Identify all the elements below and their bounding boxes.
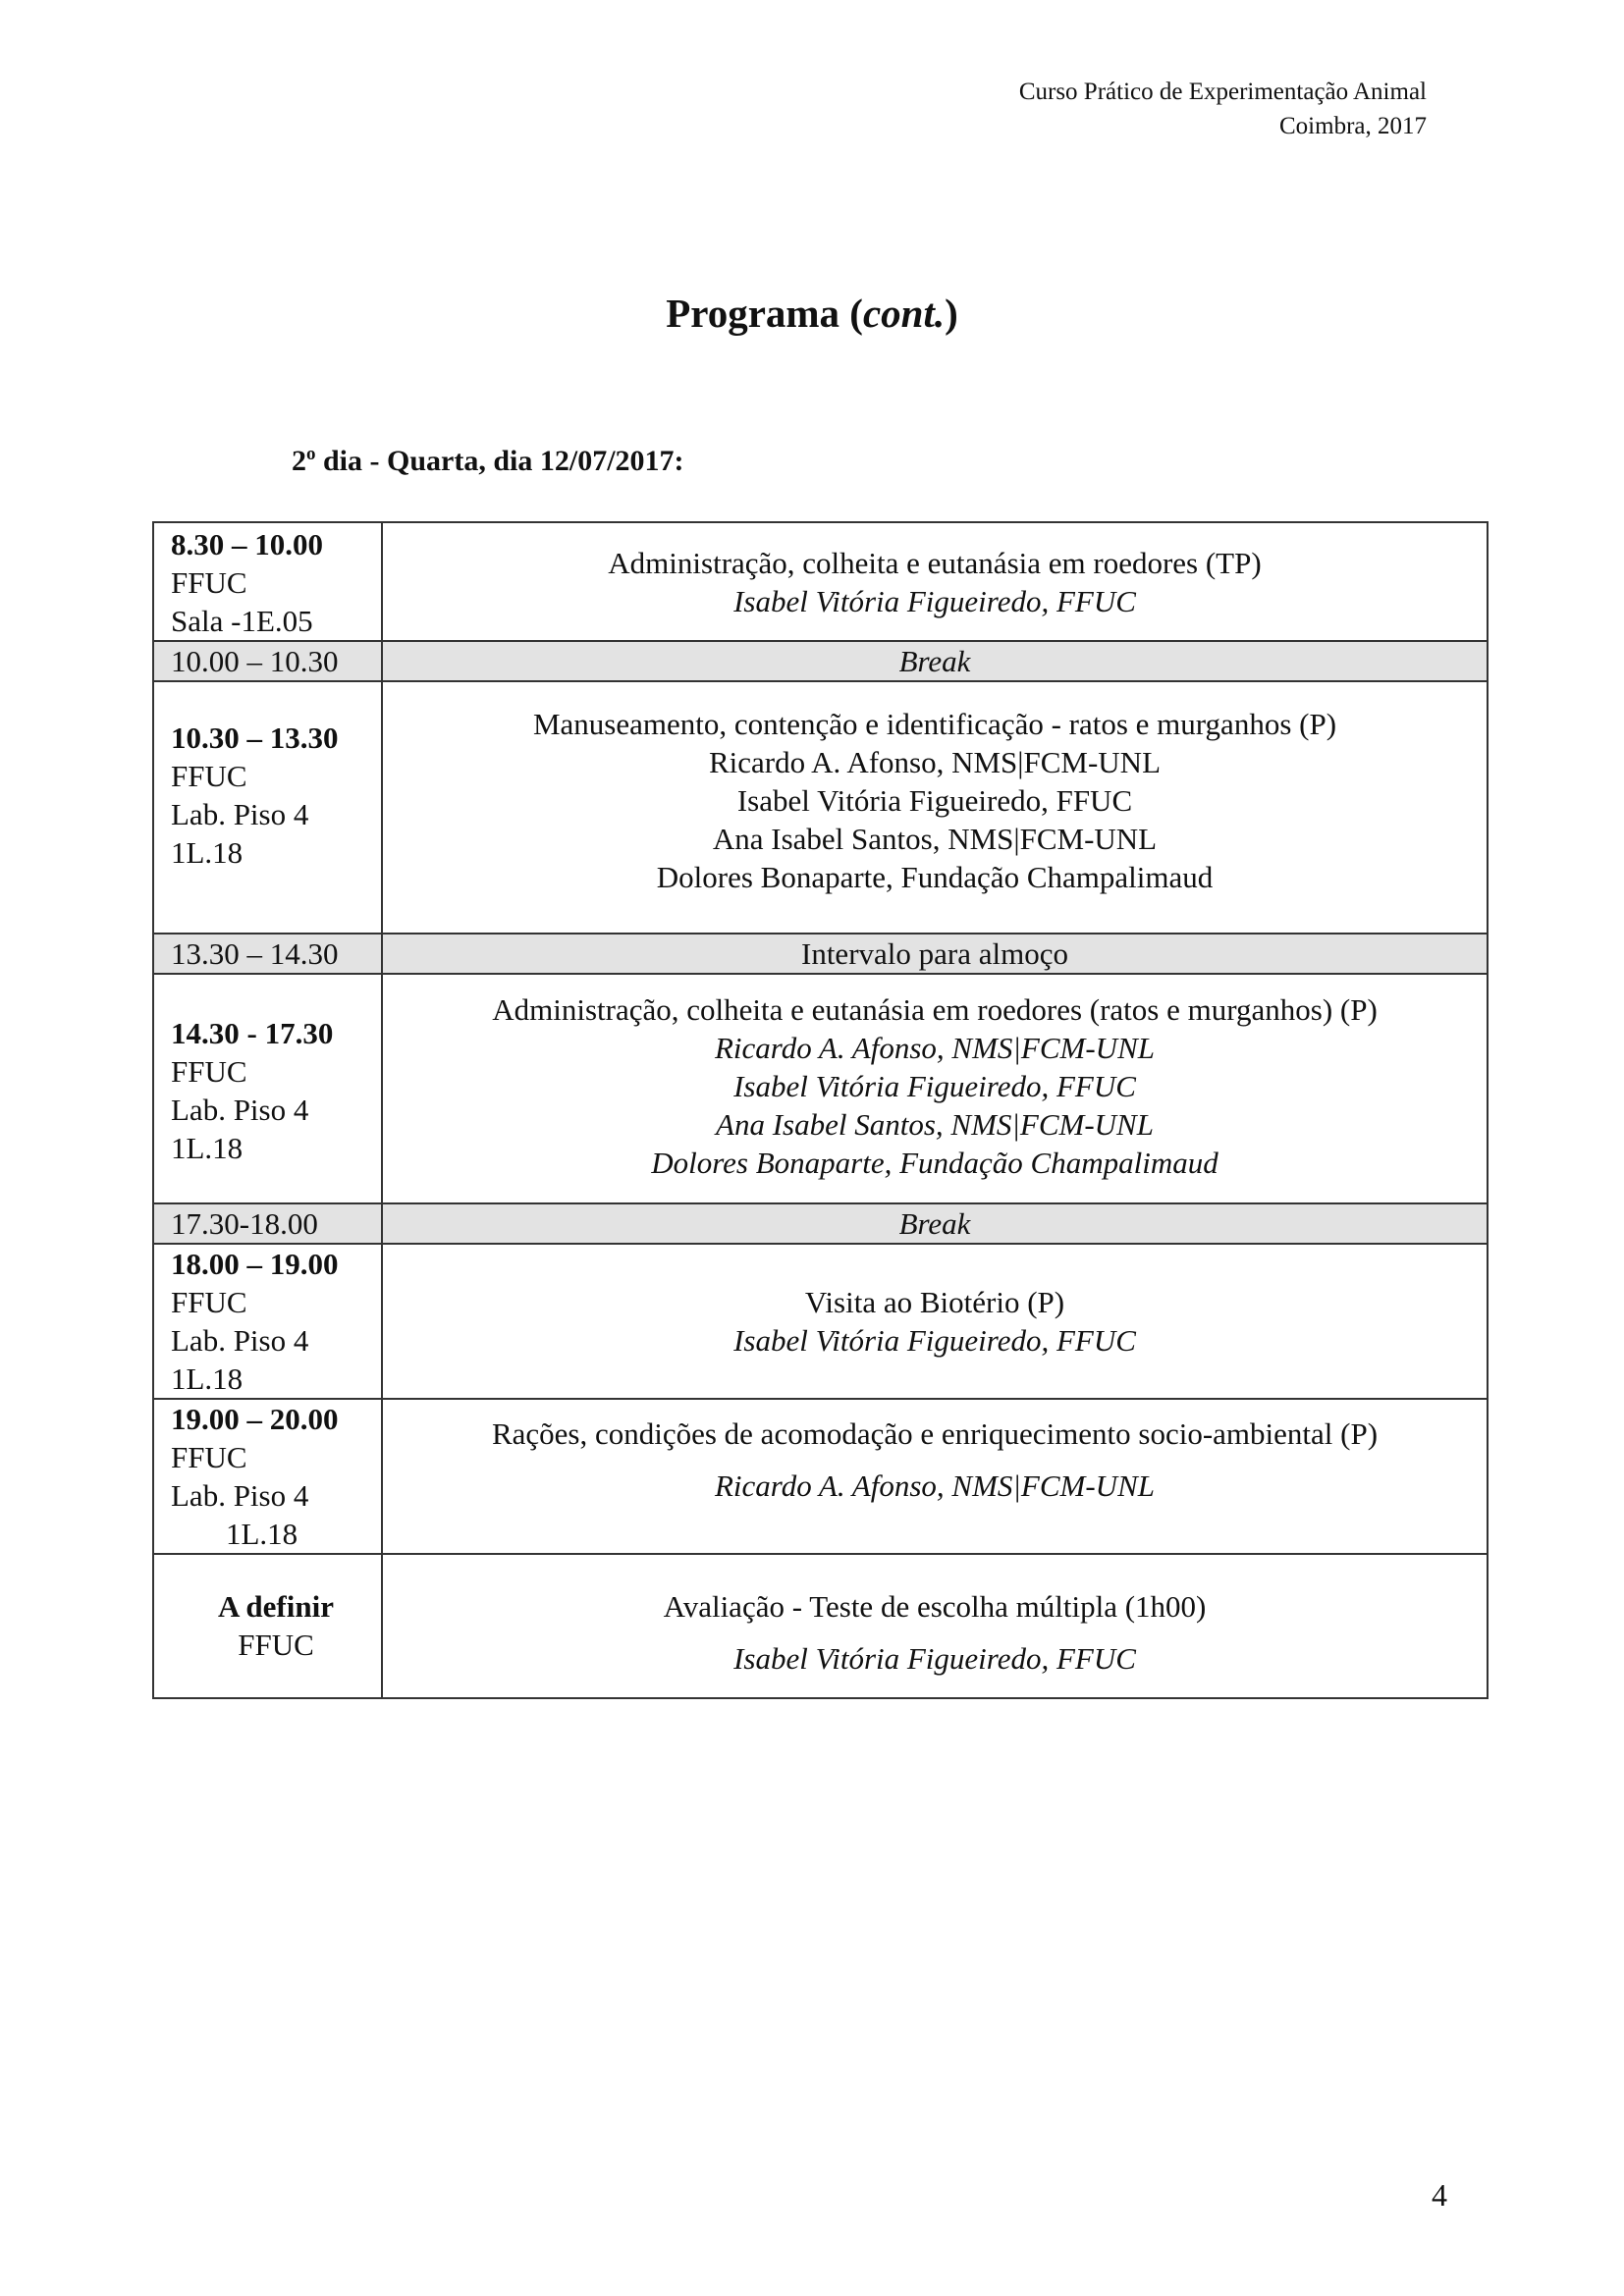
schedule-row: [153, 681, 1488, 934]
schedule-row-break: [153, 641, 1488, 681]
session-room: Lab. Piso 4: [171, 797, 309, 831]
lunch-cell: Intervalo para almoço: [382, 934, 1488, 974]
session-speaker: Ricardo A. Afonso, NMS|FCM-UNL: [715, 1031, 1155, 1065]
header-course-title: Curso Prático de Experimentação Animal: [1018, 79, 1427, 105]
session-place: FFUC: [171, 565, 247, 600]
title-italic: cont.: [862, 291, 946, 336]
time-place-cell: [153, 522, 382, 641]
session-title: Administração, colheita e eutanásia em roedores (TP): [608, 545, 1262, 580]
session-room-code: 1L.18: [171, 1131, 244, 1165]
session-speaker: Isabel Vitória Figueiredo, FFUC: [733, 1323, 1136, 1358]
schedule-row-break: [153, 1203, 1488, 1244]
time-place-cell: [153, 974, 382, 1203]
session-room: Lab. Piso 4: [171, 1093, 309, 1127]
day-ordinal: 2: [292, 445, 306, 477]
session-speaker: Isabel Vitória Figueiredo, FFUC: [736, 783, 1133, 818]
time-place-cell: [153, 1554, 382, 1698]
time-cell: 17.30-18.00: [153, 1203, 382, 1244]
session-cell: [382, 1399, 1488, 1554]
session-title: Visita ao Biotério (P): [804, 1285, 1065, 1319]
session-room-code: 1L.18: [226, 1517, 298, 1551]
schedule-row: [153, 522, 1488, 641]
session-speaker: Dolores Bonaparte, Fundação Champalimaud: [651, 1146, 1218, 1180]
session-title: Administração, colheita e eutanásia em roedores (ratos e murganhos) (P): [492, 992, 1378, 1027]
title-main: Programa (: [666, 291, 863, 336]
session-room: Lab. Piso 4: [171, 1478, 309, 1513]
session-room-code: 1L.18: [171, 835, 244, 870]
break-cell: Break: [382, 641, 1488, 681]
session-cell: [382, 974, 1488, 1203]
session-cell: [382, 681, 1488, 934]
session-speaker: Ana Isabel Santos, NMS|FCM-UNL: [712, 822, 1158, 856]
session-cell: [382, 1244, 1488, 1399]
session-title: Manuseamento, contenção e identificação - ratos e murganhos (P): [532, 707, 1337, 741]
session-place: FFUC: [171, 1440, 247, 1474]
session-cell: [382, 1554, 1488, 1698]
schedule-row-lunch: [153, 934, 1488, 974]
session-speaker: Isabel Vitória Figueiredo, FFUC: [733, 1069, 1136, 1103]
time-place-cell: [153, 1399, 382, 1554]
session-place: FFUC: [171, 759, 247, 793]
schedule-row: [153, 1244, 1488, 1399]
session-time: 8.30 – 10.00: [171, 527, 323, 561]
schedule-row: [153, 1399, 1488, 1554]
session-time: 18.00 – 19.00: [171, 1247, 339, 1281]
session-speaker: Ana Isabel Santos, NMS|FCM-UNL: [716, 1107, 1154, 1142]
session-room: Sala -1E.05: [171, 604, 313, 638]
session-time: 10.30 – 13.30: [171, 721, 339, 755]
time-cell: 13.30 – 14.30: [153, 934, 382, 974]
session-time: A definir: [218, 1589, 334, 1624]
time-place-cell: [153, 681, 382, 934]
session-room: Lab. Piso 4: [171, 1323, 309, 1358]
schedule-row: [153, 1554, 1488, 1698]
session-time: 14.30 - 17.30: [171, 1016, 334, 1050]
day-heading-text: dia - Quarta, dia 12/07/2017:: [315, 445, 684, 477]
page-header: [1019, 75, 1427, 143]
session-speaker: Dolores Bonaparte, Fundação Champalimaud: [656, 860, 1214, 894]
header-place-year: Coimbra, 2017: [1279, 113, 1427, 139]
schedule-row: [153, 974, 1488, 1203]
break-cell: Break: [382, 1203, 1488, 1244]
session-place: FFUC: [238, 1628, 314, 1662]
session-room-code: 1L.18: [171, 1362, 244, 1396]
title-close: ): [945, 291, 958, 336]
time-cell: 10.00 – 10.30: [153, 641, 382, 681]
session-cell: [382, 522, 1488, 641]
session-place: FFUC: [171, 1054, 247, 1089]
session-speaker: Isabel Vitória Figueiredo, FFUC: [733, 583, 1136, 618]
session-speaker: Isabel Vitória Figueiredo, FFUC: [733, 1641, 1136, 1676]
day-heading: [292, 444, 684, 478]
day-ordinal-sup: o: [306, 444, 316, 464]
session-speaker: Ricardo A. Afonso, NMS|FCM-UNL: [715, 1468, 1155, 1503]
time-place-cell: [153, 1244, 382, 1399]
session-title: Avaliação - Teste de escolha múltipla (1h00): [663, 1589, 1207, 1624]
page-number: 4: [1432, 2177, 1447, 2213]
session-title: Rações, condições de acomodação e enriquecimento socio-ambiental (P): [491, 1416, 1379, 1451]
session-speaker: Ricardo A. Afonso, NMS|FCM-UNL: [708, 745, 1162, 779]
session-place: FFUC: [171, 1285, 247, 1319]
session-time: 19.00 – 20.00: [171, 1402, 339, 1436]
page-title: [0, 290, 1624, 337]
schedule-table: [152, 521, 1489, 1699]
